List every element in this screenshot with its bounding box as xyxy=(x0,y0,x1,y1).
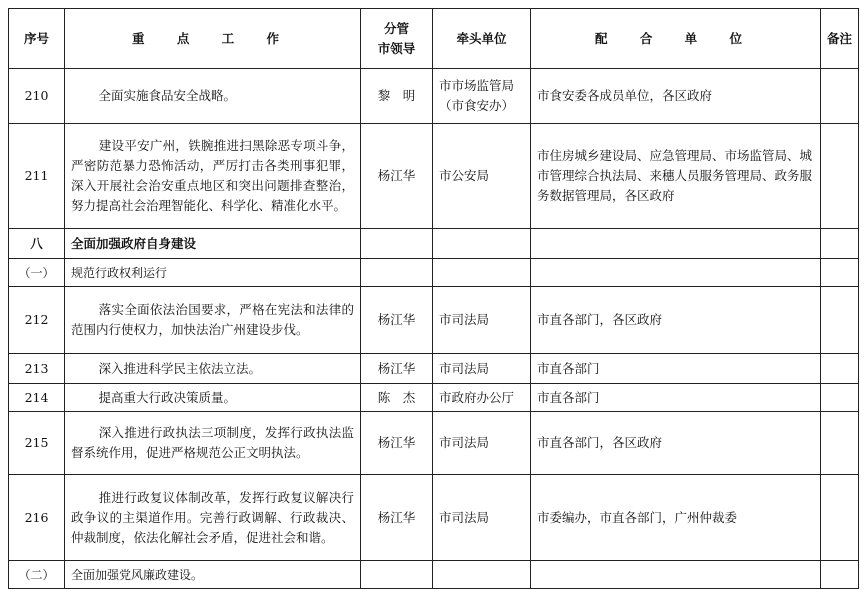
header-no: 序号 xyxy=(9,9,65,69)
empty-cell xyxy=(433,561,531,589)
row-lead-unit: 市司法局 xyxy=(433,287,531,354)
empty-cell xyxy=(821,561,859,589)
row-task: 推进行政复议体制改革，发挥行政复议解决行政争议的主渠道作用。完善行政调解、行政裁决、仲裁制度，依法化解社会矛盾，促进社会和谐。 xyxy=(65,475,361,561)
subsection-no: （二） xyxy=(9,561,65,589)
row-coop: 市食安委各成员单位，各区政府 xyxy=(531,69,821,124)
row-remark xyxy=(821,354,859,384)
empty-cell xyxy=(361,229,433,259)
row-task: 落实全面依法治国要求，严格在宪法和法律的范围内行使权力，加快法治广州建设步伐。 xyxy=(65,287,361,354)
row-coop: 市直各部门 xyxy=(531,354,821,384)
row-remark xyxy=(821,384,859,412)
row-task: 全面实施食品安全战略。 xyxy=(65,69,361,124)
table-row xyxy=(9,475,859,561)
row-remark xyxy=(821,287,859,354)
row-remark xyxy=(821,69,859,124)
row-coop: 市直各部门 xyxy=(531,384,821,412)
row-leader: 杨江华 xyxy=(361,412,433,475)
empty-cell xyxy=(821,259,859,287)
table-row xyxy=(9,287,859,354)
header-remark: 备注 xyxy=(821,9,859,69)
table-row xyxy=(9,412,859,475)
header-task: 重 点 工 作 xyxy=(65,9,361,69)
row-leader: 杨江华 xyxy=(361,475,433,561)
table-row xyxy=(9,354,859,384)
row-lead-unit: 市公安局 xyxy=(433,124,531,229)
subsection-no: （一） xyxy=(9,259,65,287)
row-no: 216 xyxy=(9,475,65,561)
empty-cell xyxy=(531,259,821,287)
empty-cell xyxy=(433,229,531,259)
empty-cell xyxy=(361,561,433,589)
subsection-row xyxy=(9,259,859,287)
subsection-title: 规范行政权利运行 xyxy=(65,259,361,287)
lead-unit-line1: 市市场监管局 xyxy=(439,78,515,93)
row-leader: 杨江华 xyxy=(361,287,433,354)
row-remark xyxy=(821,412,859,475)
row-coop: 市直各部门，各区政府 xyxy=(531,287,821,354)
table-row xyxy=(9,384,859,412)
row-lead-unit: 市司法局 xyxy=(433,354,531,384)
row-coop: 市委编办，市直各部门，广州仲裁委 xyxy=(531,475,821,561)
row-task: 深入推进行政执法三项制度，发挥行政执法监督系统作用，促进严格规范公正文明执法。 xyxy=(65,412,361,475)
row-leader: 陈 杰 xyxy=(361,384,433,412)
table-row xyxy=(9,124,859,229)
header-leader-line1: 分管 xyxy=(383,20,409,36)
header-lead-unit: 牵头单位 xyxy=(433,9,531,69)
row-lead-unit: 市政府办公厅 xyxy=(433,384,531,412)
section-row xyxy=(9,229,859,259)
empty-cell xyxy=(821,229,859,259)
section-title: 全面加强政府自身建设 xyxy=(65,229,361,259)
header-leader xyxy=(361,9,433,69)
row-coop: 市住房城乡建设局、应急管理局、市场监管局、城市管理综合执法局、来穗人员服务管理局、政务服务数据管理局，各区政府 xyxy=(531,124,821,229)
section-no: 八 xyxy=(9,229,65,259)
row-leader: 杨江华 xyxy=(361,124,433,229)
row-no: 210 xyxy=(9,69,65,124)
row-no: 212 xyxy=(9,287,65,354)
row-lead-unit xyxy=(433,69,531,124)
empty-cell xyxy=(433,259,531,287)
empty-cell xyxy=(361,259,433,287)
row-remark xyxy=(821,124,859,229)
row-remark xyxy=(821,475,859,561)
lead-unit-line2: （市食安办） xyxy=(439,98,515,113)
row-lead-unit: 市司法局 xyxy=(433,412,531,475)
empty-cell xyxy=(531,229,821,259)
empty-cell xyxy=(531,561,821,589)
row-no: 215 xyxy=(9,412,65,475)
row-lead-unit: 市司法局 xyxy=(433,475,531,561)
work-plan-table xyxy=(8,8,859,589)
table-row xyxy=(9,69,859,124)
row-task: 深入推进科学民主依法立法。 xyxy=(65,354,361,384)
row-coop: 市直各部门，各区政府 xyxy=(531,412,821,475)
subsection-title: 全面加强党风廉政建设。 xyxy=(65,561,361,589)
row-no: 211 xyxy=(9,124,65,229)
row-leader: 杨江华 xyxy=(361,354,433,384)
subsection-row xyxy=(9,561,859,589)
row-no: 214 xyxy=(9,384,65,412)
header-leader-line2: 市领导 xyxy=(377,40,416,56)
row-task: 建设平安广州，铁腕推进扫黑除恶专项斗争，严密防范暴力恐怖活动，严厉打击各类刑事犯罪，深入开展社会治安重点地区和突出问题排查整治，努力提高社会治理智能化、科学化、精准化水平。 xyxy=(65,124,361,229)
header-row xyxy=(9,9,859,69)
row-task: 提高重大行政决策质量。 xyxy=(65,384,361,412)
row-no: 213 xyxy=(9,354,65,384)
row-leader: 黎 明 xyxy=(361,69,433,124)
header-coop: 配 合 单 位 xyxy=(531,9,821,69)
